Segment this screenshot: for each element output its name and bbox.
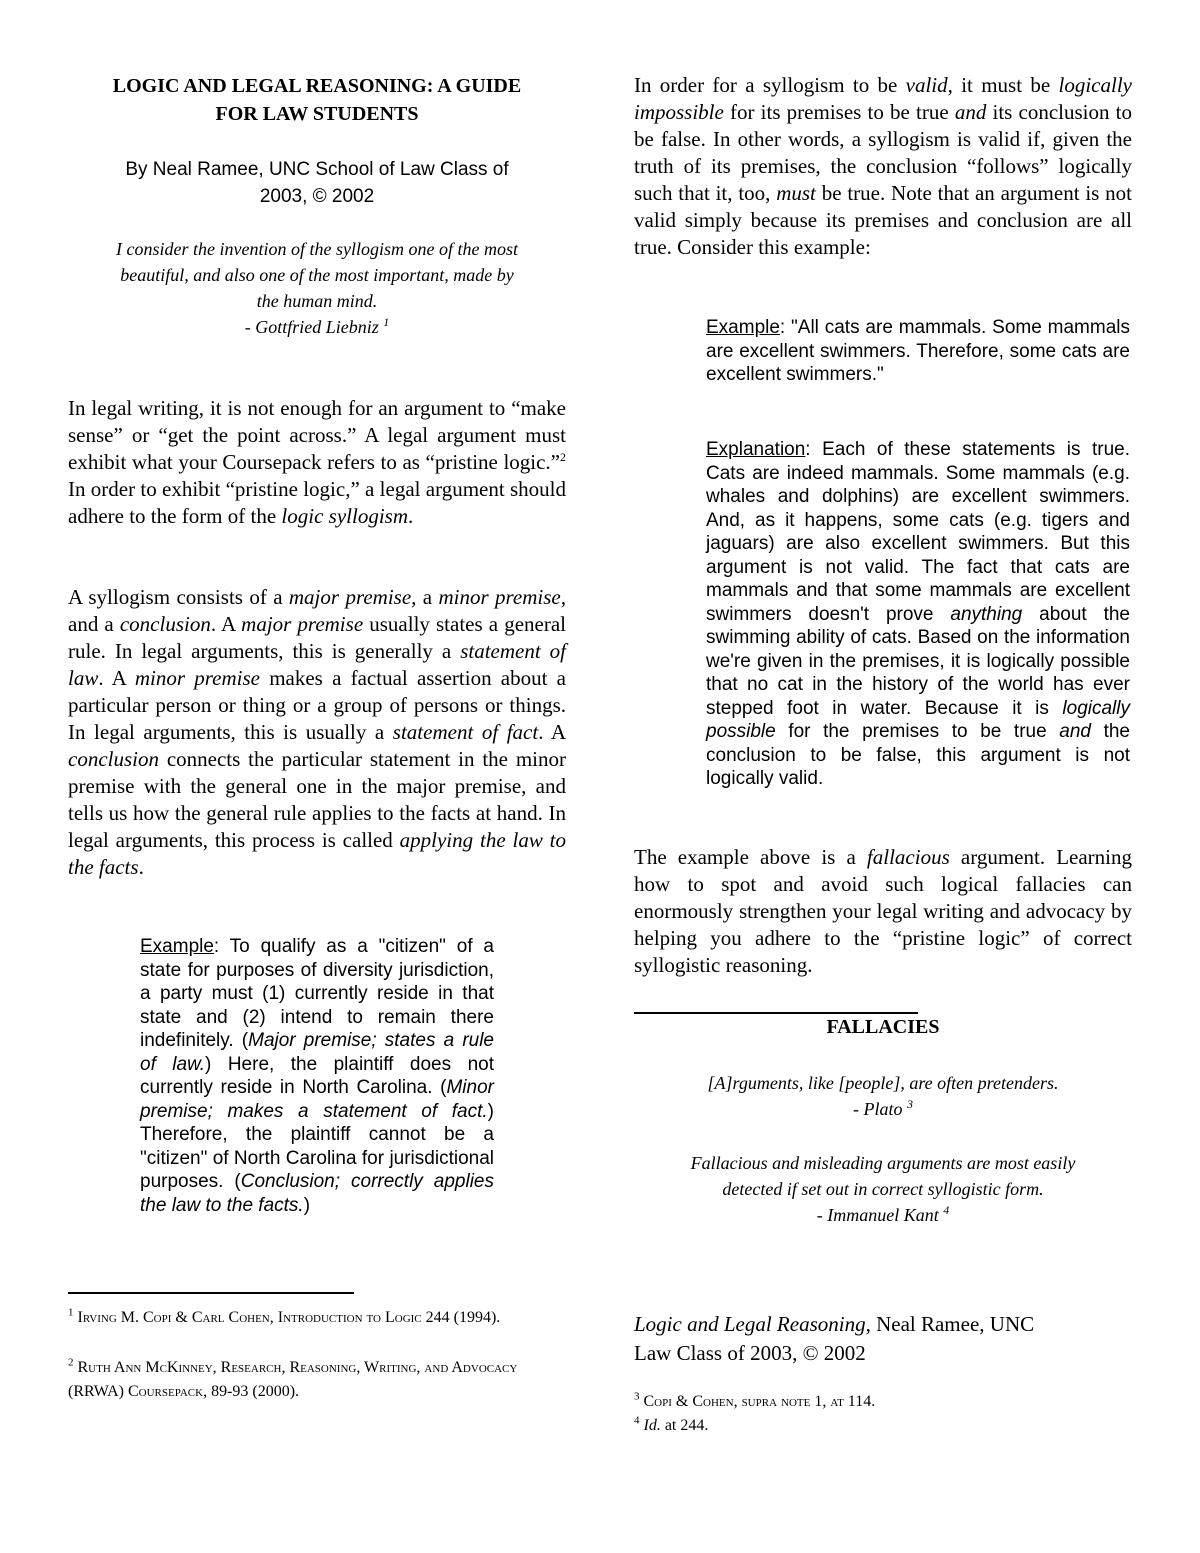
epigraph-line-1: I consider the invention of the syllogism one of the most	[116, 239, 518, 259]
quote-kant-line-2: detected if set out in correct syllogistic form.	[722, 1179, 1044, 1199]
quote-plato	[634, 1070, 1132, 1122]
explanation-label: Explanation	[706, 439, 806, 460]
page-footer	[634, 1310, 1132, 1368]
paragraph-validity: In order for a syllogism to be valid, it must be logically impossible for its premises to be true and its conclusion to be false. In other words, a syllogism is valid if, given the truth of its premises, the conclusion “follows” logically such that it, too, must be true. Note that an argument is not valid simply because its premises and conclusion are all true. Consider this example:	[634, 73, 1132, 259]
document-title	[68, 72, 566, 128]
epigraph-attribution: - Gottfried Liebniz $^1$	[244, 315, 390, 337]
paragraph-syllogism: A syllogism consists of a major premise, a minor premise, and a conclusion. A major premise usually states a general rule. In legal arguments, this is generally a statement of law. A minor premise makes a factual assertion about a particular person or thing or a group of persons or things. In legal arguments, this is usually a statement of fact. A conclusion connects the particular statement in the minor premise with the general one in the major premise, and tells us how the general rule applies to the facts at hand. In legal arguments, this process is called applying the law to the facts.	[68, 585, 567, 879]
example-cats: Example: "All cats are mammals. Some mammals are excellent swimmers. Therefore, some cats are excellent swimmers."	[706, 317, 1130, 385]
quote-kant	[634, 1150, 1132, 1228]
footnote-ref-1: 1	[383, 315, 390, 329]
byline-line-1: By Neal Ramee, UNC School of Law Class of	[125, 159, 509, 180]
title-line-1: LOGIC AND LEGAL REASONING: A GUIDE	[112, 75, 522, 97]
title-line-2: FOR LAW STUDENTS	[215, 103, 419, 125]
epigraph-liebniz	[68, 236, 566, 340]
heading-fallacies: FALLACIES	[826, 1016, 940, 1038]
footnote-4: $^4$ Id. at 244.	[634, 1414, 709, 1434]
paragraph-intro: In legal writing, it is not enough for an argument to “make sense” or “get the point across.” A legal argument must exhibit what your Coursepack refers to as “pristine logic.”$^2$ In order to exhibit “pristine logic,” a legal argument should adhere to the form of the logic syllogism.	[68, 396, 566, 528]
footnote-ref-4: 4	[943, 1203, 950, 1217]
example-citizenship: Example: To qualify as a "citizen" of a state for purposes of diversity jurisdiction, a party must (1) currently reside in that state and (2) intend to remain there indefinitely. (Major premise; states a rule of law.) Here, the plaintiff does not currently reside in North Carolina. (Minor premise; makes a statement of fact.) Therefore, the plaintiff cannot be a "citizen" of North Carolina for jurisdictional purposes. (Conclusion; correctly applies the law to the facts.)	[140, 936, 494, 1216]
footnote-2: $^2$ Ruth Ann McKinney, Research, Reasoning, Writing, and Advocacy (RRWA) Coursepack, 89-93 (2000).	[68, 1356, 518, 1400]
quote-kant-attribution: - Immanuel Kant $^4$	[816, 1203, 950, 1225]
quote-plato-attribution: - Plato $^3$	[853, 1097, 913, 1119]
section-divider	[634, 1012, 918, 1014]
epigraph-line-2: beautiful, and also one of the most important, made by	[120, 265, 514, 285]
quote-plato-text: [A]rguments, like [people], are often pretenders.	[707, 1073, 1059, 1093]
footnote-ref-2: 2	[560, 450, 566, 464]
example-label: Example	[140, 936, 214, 957]
byline-line-2: 2003, © 2002	[259, 186, 375, 207]
byline	[68, 156, 566, 210]
footer-line-2: Law Class of 2003, © 2002	[634, 1341, 866, 1365]
footnote-ref-3: 3	[907, 1097, 913, 1111]
footnote-divider	[68, 1292, 354, 1294]
example-cats-label: Example	[706, 317, 780, 338]
footer-line-1: Logic and Legal Reasoning, Neal Ramee, UNC	[634, 1312, 1035, 1336]
paragraph-fallacious: The example above is a fallacious argument. Learning how to spot and avoid such logical fallacies can enormously strengthen your legal writing and advocacy by helping you adhere to the “pristine logic” of correct syllogistic reasoning.	[634, 845, 1133, 977]
explanation-cats: Explanation: Each of these statements is true. Cats are indeed mammals. Some mammals (e.g. whales and dolphins) are excellent swimmers. And, as it happens, some cats (e.g. tigers and jaguars) are also excellent swimmers. But this argument is not valid. The fact that cats are mammals and that some mammals are excellent swimmers doesn't prove anything about the swimming ability of cats. Based on the information we're given in the premises, it is logically possible that no cat in the history of the world has ever stepped foot in water. Because it is logically possible for the premises to be true and the conclusion to be false, this argument is not logically valid.	[706, 439, 1130, 789]
quote-kant-line-1: Fallacious and misleading arguments are most easily	[690, 1153, 1076, 1173]
footnote-3: $^3$ Copi & Cohen, supra note 1, at 114.	[634, 1390, 876, 1410]
footnote-1: $^1$ Irving M. Copi & Carl Cohen, Introduction to Logic 244 (1994).	[68, 1306, 501, 1326]
epigraph-line-3: the human mind.	[256, 291, 378, 311]
